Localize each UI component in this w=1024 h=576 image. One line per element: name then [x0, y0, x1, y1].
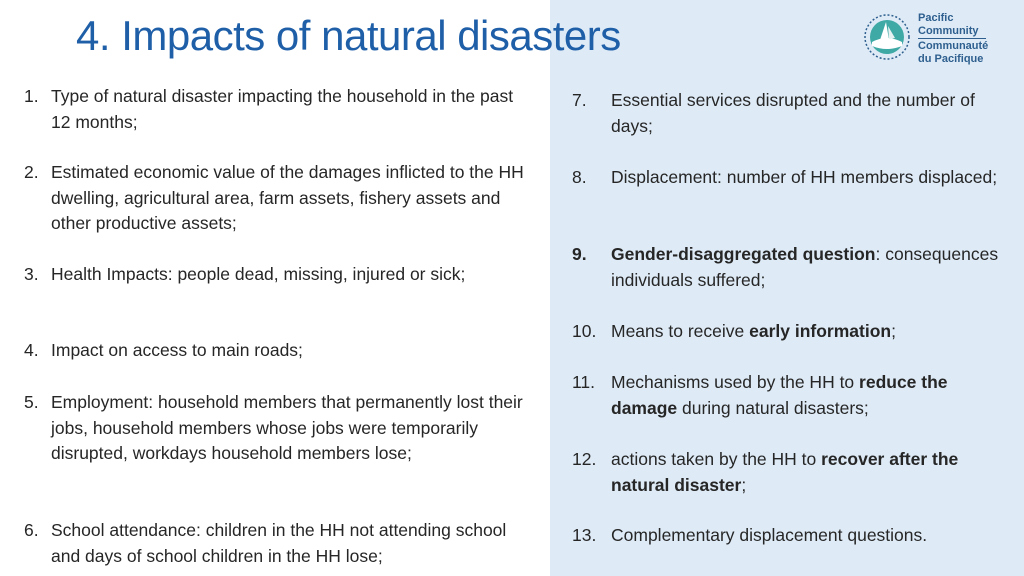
list-item [572, 242, 1002, 293]
list-item-number: 7. [572, 90, 587, 110]
list-item-text: Essential services disrupted and the number of days; [611, 90, 975, 136]
list-item [572, 319, 1002, 345]
logo-line-1: Pacific [918, 12, 954, 24]
list-item-text: Complementary displacement questions. [611, 525, 928, 545]
list-item-text [611, 447, 1002, 498]
list-item [572, 165, 1002, 191]
logo-line-2: Community [918, 24, 979, 37]
list-item-text-before: Means to receive [611, 321, 750, 341]
list-item [572, 447, 1002, 498]
logo-line-3: Communauté [918, 40, 989, 52]
list-item-number: 5. [24, 392, 39, 412]
list-item-number: 3. [24, 264, 39, 284]
list-item-number: 11. [572, 372, 596, 392]
list-item-text [611, 319, 1002, 345]
list-item-text-after: during natural disasters; [677, 397, 869, 418]
list-item-number: 10. [572, 321, 597, 341]
list-item-number: 8. [572, 167, 587, 187]
page-title: 4. Impacts of natural disasters [76, 12, 621, 59]
pacific-community-logo [862, 12, 1002, 68]
emphasis-text: recover after the natural disaster [611, 449, 959, 495]
list-item-text: Estimated economic value of the damages inflicted to the HH dwelling, agricultural area, farm assets, fishery assets and other productive assets; [51, 162, 524, 233]
list-item-text-after: : consequences individuals suffered; [611, 244, 999, 290]
logo-divider [918, 38, 986, 39]
logo-wordmark [918, 12, 988, 65]
list-item-number: 13. [572, 525, 597, 545]
list-item-number: 12. [572, 449, 597, 469]
list-item-text [611, 242, 1002, 293]
list-item [572, 88, 1002, 139]
list-item [24, 160, 524, 237]
pacific-community-emblem-icon [862, 12, 912, 62]
list-item [24, 390, 524, 467]
list-item [24, 338, 524, 364]
list-item-text: Employment: household members that permanently lost their jobs, household members whose jobs were temporarily disrupted, workdays household members lose; [51, 392, 523, 463]
list-item-text: Health Impacts: people dead, missing, injured or sick; [51, 264, 466, 284]
list-item-number: 2. [24, 162, 39, 182]
list-item [24, 262, 524, 288]
list-item-text-before: actions taken by the HH to [611, 449, 822, 469]
list-item-number: 4. [24, 340, 39, 360]
logo-line-4: du Pacifique [918, 52, 984, 65]
list-item-number: 6. [24, 520, 39, 540]
list-item-text-after: ; [891, 321, 896, 341]
list-item [572, 370, 1002, 421]
list-item-text: Type of natural disaster impacting the household in the past 12 months; [51, 86, 514, 132]
list-item-text [611, 370, 1002, 421]
list-item [572, 523, 1002, 549]
list-item-number: 9. [572, 244, 587, 264]
list-item-text-after: ; [741, 474, 747, 495]
emphasis-text: Gender-disaggregated question [611, 244, 876, 264]
list-item [24, 518, 524, 569]
list-item-text: School attendance: children in the HH not attending school and days of school children in the HH lose; [51, 520, 507, 566]
list-item-text-before: Mechanisms used by the HH to [611, 372, 860, 392]
list-item-text: Impact on access to main roads; [51, 340, 303, 360]
list-item-number: 1. [24, 86, 39, 106]
emphasis-text: reduce the damage [611, 372, 948, 418]
list-item [24, 84, 524, 135]
list-item-text: Displacement: number of HH members displaced; [611, 167, 998, 187]
emphasis-text: early information [749, 321, 892, 341]
